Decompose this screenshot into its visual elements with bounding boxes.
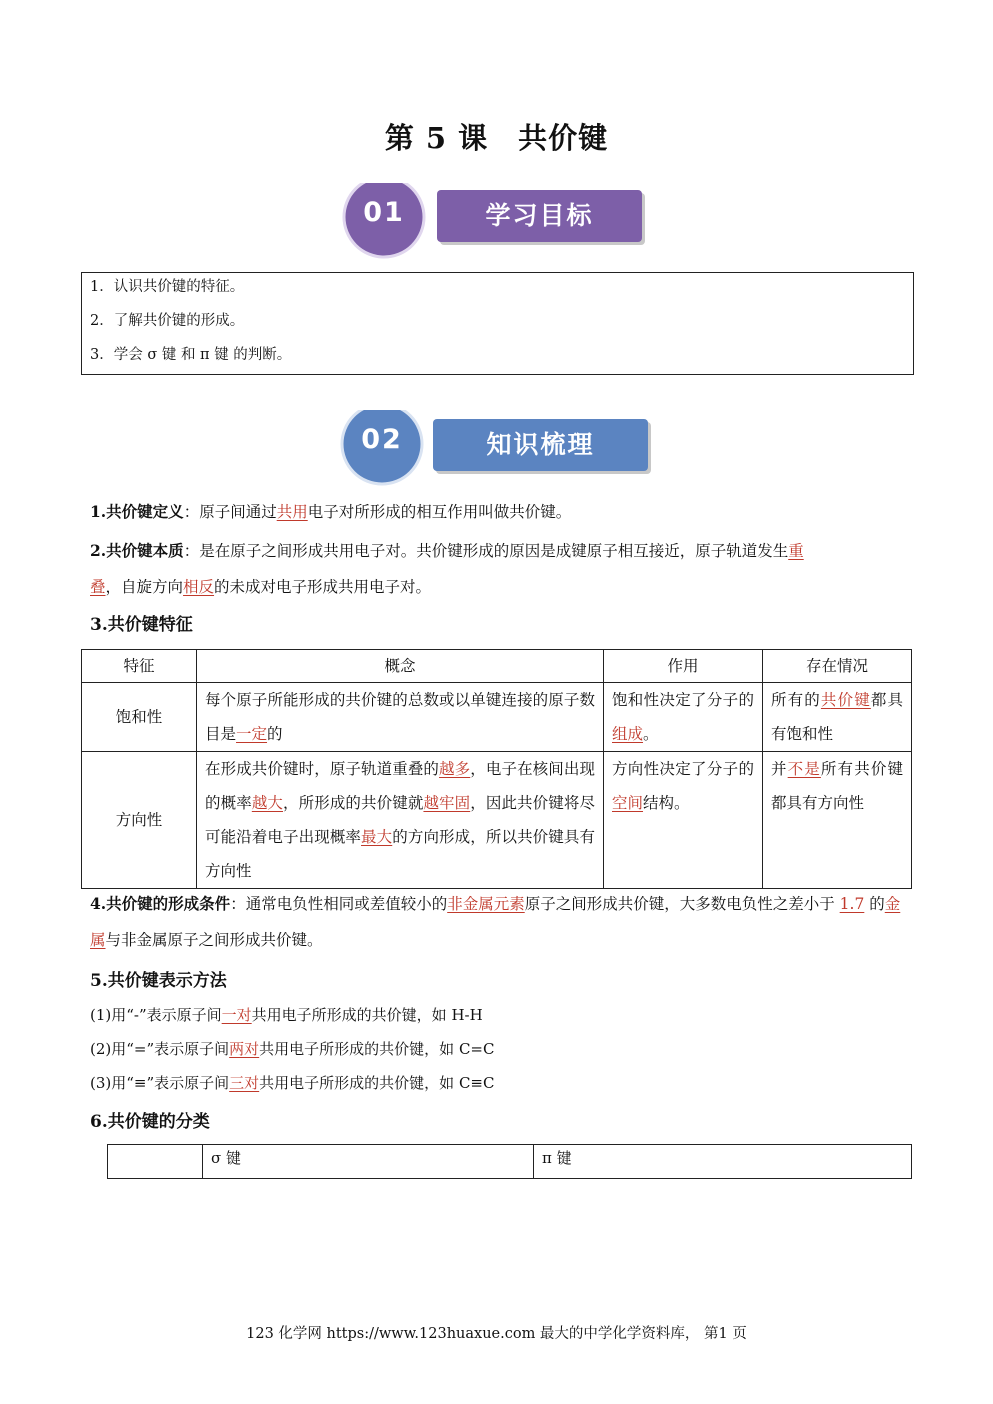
text: 在形成共价键时，原子轨道重叠的 [205,760,440,778]
answer: 两对 [229,1040,260,1058]
cell-sigma: σ 键 [203,1145,534,1179]
answer: 重 [788,542,804,560]
text: 的 [267,725,283,743]
answer: 越牢固 [423,794,471,812]
text: ：通常电负性相同或差值较小的 [230,895,448,913]
text: ，因此共价键将尽可能沿着电子出现概率 [205,794,595,846]
formation-paragraph [90,886,905,958]
method-line [90,1038,494,1059]
answer: 金属 [90,895,901,949]
definition-heading: 1.共价键定义 [90,502,184,521]
answer: 三对 [229,1074,260,1092]
text: ，所形成的共价键就 [283,794,424,812]
text: 的方向形成，所以共价键具有方向性 [205,828,595,880]
text: (2)用“=”表示原子间 [90,1040,230,1058]
cell-existence [763,683,912,752]
section-badge-goals [340,183,650,261]
col-concept: 概念 [197,650,604,683]
cell-effect [604,752,763,889]
cell-pi: π 键 [534,1145,912,1179]
essence-paragraph [90,533,905,605]
text: 共用电子所形成的共价键，如 H-H [251,1006,483,1024]
goal-1: 1．认识共价键的特征。 [90,279,245,295]
table-header-row [82,650,912,683]
features-table [81,649,912,889]
badge-label-2: 知识梳理 [486,430,595,459]
formation-heading: 4.共价键的形成条件 [90,894,231,913]
goal-2: 2．了解共价键的形成。 [90,313,245,329]
text: ：是在原子之间形成共用电子对。共价键形成的原因是成键原子相互接近，原子轨道发生 [183,542,789,560]
col-existence: 存在情况 [763,650,912,683]
table-row [82,683,912,752]
text: ，自旋方向 [105,578,184,596]
text: 方向性决定了分子的 [612,760,754,778]
method-line [90,1072,494,1093]
answer: 共用 [276,503,308,521]
answer: 1.7 [839,895,865,913]
table-row [82,752,912,889]
page-footer: 123 化学网 https://www.123huaxue.com 最大的中学化学资料库， 第1 页 [246,1326,747,1342]
cell-concept [197,683,604,752]
text: 每个原子所能形成的共价键的总数或以单键连接的原子数目是 [205,691,595,743]
text: (3)用“≡”表示原子间 [90,1074,230,1092]
representation-heading: 5.共价键表示方法 [90,971,227,991]
answer: 最大 [361,828,393,846]
answer: 一定 [236,725,268,743]
answer: 组成 [612,725,644,743]
row-name: 饱和性 [82,683,197,752]
answer: 一对 [221,1006,252,1024]
text: ：原子间通过 [183,503,277,521]
features-heading: 3.共价键特征 [90,615,193,635]
cell-existence [763,752,912,889]
col-effect: 作用 [604,650,763,683]
definition-paragraph [90,494,905,530]
answer: 越大 [251,794,284,812]
answer: 不是 [787,760,821,778]
text: 电子对所形成的相互作用叫做共价键。 [307,503,572,521]
badge-number-1: 01 [363,197,405,228]
goals-box [81,272,914,375]
text: 所有的 [771,691,821,709]
text: 所有共价键都具有方向性 [771,760,903,812]
answer: 叠 [90,578,106,596]
badge-number-2: 02 [361,424,403,455]
text: 共用电子所形成的共价键，如 C≡C [259,1074,495,1092]
text: 结构。 [643,794,690,812]
text: 的未成对电子形成共用电子对。 [214,578,432,596]
classification-heading: 6.共价键的分类 [90,1112,210,1132]
cell-blank [108,1145,203,1179]
answer: 越多 [439,760,471,778]
cell-effect [604,683,763,752]
text: 的 [864,895,885,913]
text: ，电子在核间出现的概率 [205,760,595,812]
text: 原子之间形成共价键，大多数电负性之差小于 [524,895,840,913]
cell-concept [197,752,604,889]
text: (1)用“-”表示原子间 [90,1006,222,1024]
method-line [90,1004,483,1025]
essence-heading: 2.共价键本质 [90,541,184,560]
classification-table [107,1144,912,1179]
text: 共用电子所形成的共价键，如 C=C [259,1040,495,1058]
badge-label-1: 学习目标 [485,201,594,230]
col-feature: 特征 [82,650,197,683]
row-name: 方向性 [82,752,197,889]
text: 。 [643,725,659,743]
section-badge-knowledge [340,410,655,488]
table-row [108,1145,912,1179]
answer: 相反 [183,578,215,596]
page-title: 第 5 课 共价键 [384,121,609,155]
text: 都具有饱和性 [771,691,903,743]
goal-3: 3．学会 σ 键 和 π 键 的判断。 [90,347,292,363]
text: 饱和性决定了分子的 [612,691,754,709]
text: 与非金属原子之间形成共价键。 [105,931,323,949]
answer: 空间 [612,794,644,812]
answer: 非金属元素 [447,895,525,913]
text: 并 [771,760,788,778]
answer: 共价键 [820,691,871,709]
